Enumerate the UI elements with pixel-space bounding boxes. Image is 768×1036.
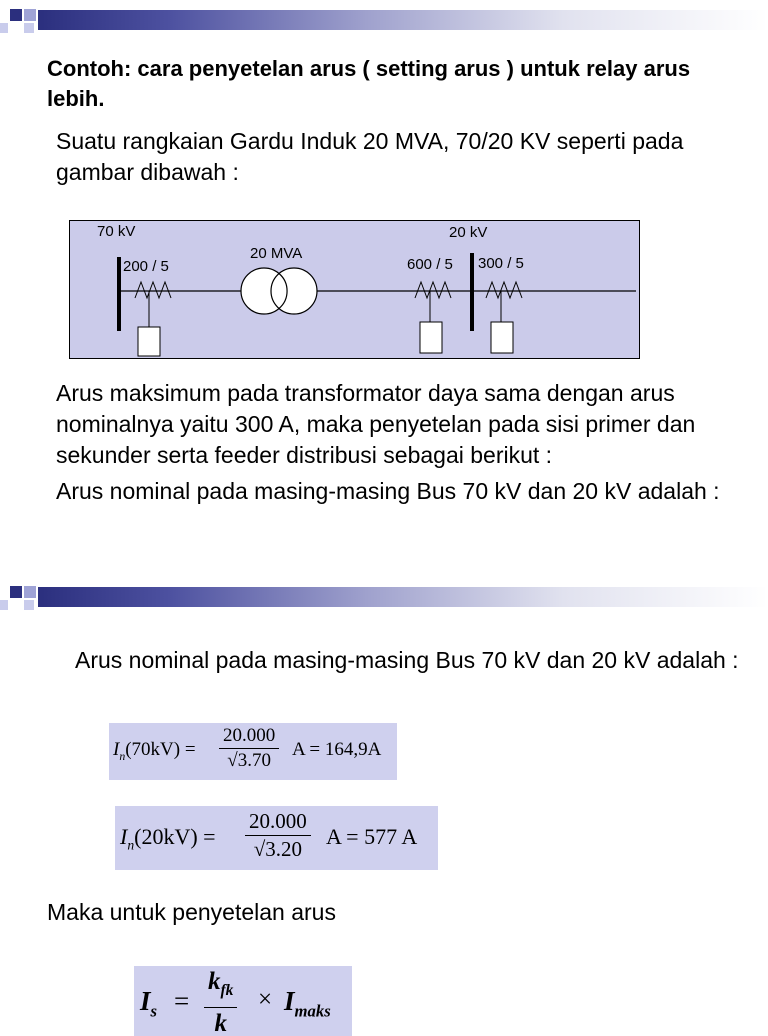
formula3-rhs-symbol: I	[284, 986, 295, 1016]
formula3-denominator: k	[214, 1010, 227, 1036]
formula-current-setting	[134, 966, 352, 1036]
formula2-fraction	[245, 808, 311, 863]
formula2-numerator: 20.000	[245, 808, 311, 836]
ornament-square	[0, 23, 8, 33]
ornament-square	[24, 586, 36, 598]
ct3-relay-box	[491, 322, 513, 353]
header-gradient-bar	[38, 10, 768, 30]
ornament-square	[24, 600, 34, 610]
formula-nominal-current-70kv	[109, 723, 397, 780]
formula3-subscript: s	[150, 1001, 158, 1021]
ornament-square	[10, 9, 22, 21]
formula3-numerator: k	[208, 968, 221, 995]
formula3-symbol: I	[140, 986, 151, 1016]
transformer-winding-secondary	[271, 268, 317, 314]
formula2-subscript: n	[127, 837, 135, 853]
formula2-denominator: √3.20	[253, 837, 303, 861]
ct3-ratio-label: 300 / 5	[478, 255, 524, 272]
bus-20kv-label: 20 kV	[449, 224, 488, 241]
slide2-intro: Arus nominal pada masing-masing Bus 70 kV dan 20 kV adalah :	[75, 647, 739, 673]
formula3-fraction	[204, 966, 237, 1036]
ornament-square	[10, 586, 22, 598]
diagram-drawing	[69, 220, 640, 359]
formula1-result: A = 164,9A	[292, 739, 382, 760]
transformer-rating-label: 20 MVA	[250, 245, 303, 262]
ornament-square	[0, 600, 8, 610]
single-line-diagram	[69, 220, 640, 359]
formula2-symbol: I	[120, 824, 128, 849]
ct1-ratio-label: 200 / 5	[123, 258, 169, 275]
formula1-subscript: n	[119, 749, 126, 763]
slide1-intro: Suatu rangkaian Gardu Induk 20 MVA, 70/20 KV seperti pada gambar dibawah :	[56, 128, 684, 185]
formula2-argument: (20kV) =	[134, 824, 216, 849]
formula3-rhs-subscript: maks	[294, 1001, 331, 1021]
slide1-paragraph-2: Arus nominal pada masing-masing Bus 70 kV dan 20 kV adalah :	[56, 478, 720, 504]
formula3-equals: =	[174, 986, 190, 1016]
ct2-ratio-label: 600 / 5	[407, 256, 453, 273]
formula1-symbol: I	[113, 739, 120, 760]
slide2-paragraph: Maka untuk penyetelan arus	[47, 899, 336, 925]
formula1-numerator: 20.000	[219, 724, 279, 749]
formula3-numerator-subscript: fk	[220, 982, 234, 999]
formula2-result: A = 577 A	[326, 824, 418, 849]
ct2-relay-box	[420, 322, 442, 353]
formula3-times: ×	[258, 986, 273, 1013]
ornament-square	[24, 9, 36, 21]
bus-70kv-label: 70 kV	[97, 223, 136, 240]
ct1-relay-box	[138, 327, 160, 356]
formula1-fraction	[219, 724, 279, 773]
formula-nominal-current-20kv	[115, 806, 438, 870]
ornament-square	[24, 23, 34, 33]
header-gradient-bar	[38, 587, 768, 607]
slide1-paragraph-1: Arus maksimum pada transformator daya sama dengan arus nominalnya yaitu 300 A, maka penyetelan pada sisi primer dan sekunder serta feeder distribusi sebagai berikut :	[56, 380, 696, 468]
formula1-denominator: √3.70	[227, 750, 271, 771]
slide1-title: Contoh: cara penyetelan arus ( setting arus ) untuk relay arus lebih.	[47, 56, 691, 111]
formula1-argument: (70kV) =	[125, 739, 196, 760]
